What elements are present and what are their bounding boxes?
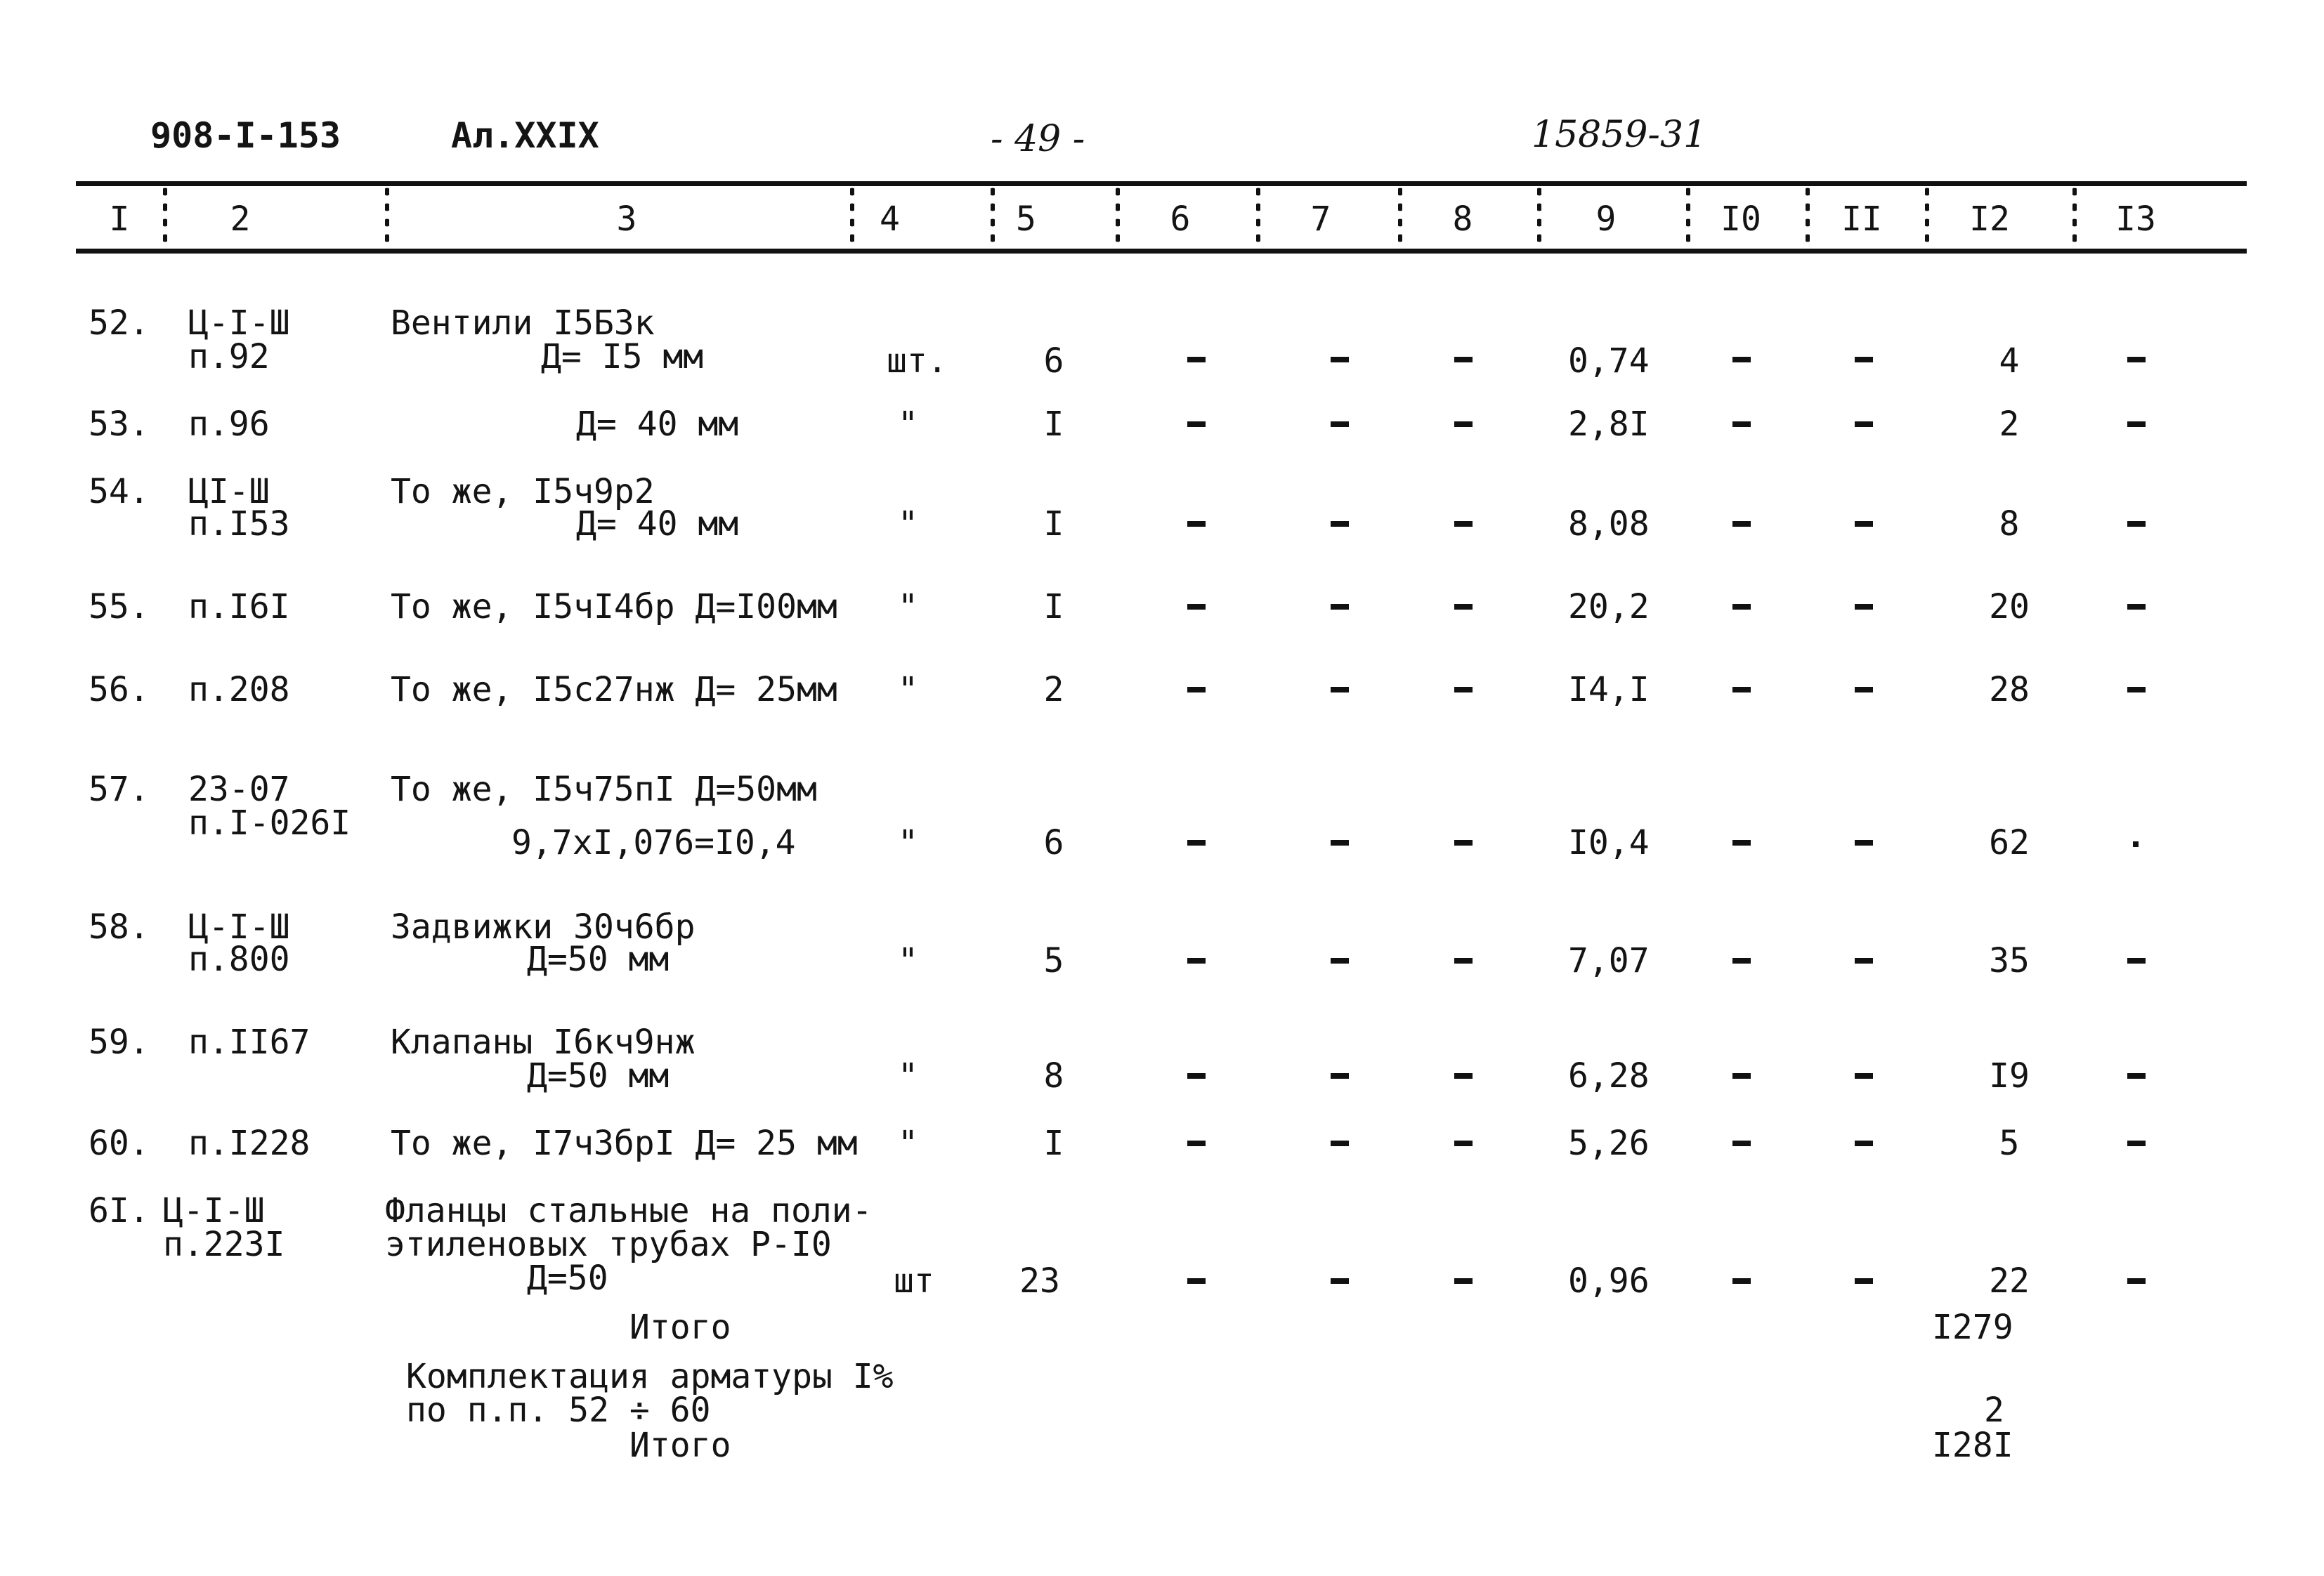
table-top-rule [76,181,2247,186]
column-header: I0 [1721,199,1761,239]
row-value-col9: 20,2 [1568,587,1650,626]
row-number: 55. [89,587,150,626]
empty-cell-dash [1331,357,1349,362]
empty-cell-dash [2127,521,2146,527]
row-value-col12: 2 [1999,405,2020,444]
empty-cell-dash [1454,1278,1473,1284]
empty-cell-dash [1331,958,1349,964]
column-header: 9 [1595,199,1617,239]
empty-cell-dash [1855,1073,1873,1079]
empty-cell-dash [1331,421,1349,427]
column-separator [850,184,854,251]
empty-cell-dash [1454,687,1473,692]
row-description: Д= 40 мм [576,504,739,544]
column-header: 6 [1170,199,1191,239]
row-reference: п.I6I [188,587,290,626]
empty-cell-dash [2127,604,2146,610]
row-reference: п.I53 [188,504,290,544]
empty-cell-dash [1187,687,1206,692]
column-header: I [109,199,130,239]
column-separator [991,184,995,251]
total-value: I279 [1932,1308,2013,1347]
row-value-col12: 5 [1999,1124,2020,1163]
row-quantity: 6 [1043,823,1064,862]
row-quantity: 2 [1043,670,1064,709]
page-number: - 49 - [991,118,1085,160]
empty-cell-dash [1454,958,1473,964]
row-unit: " [898,941,918,980]
column-separator [163,184,167,251]
empty-cell-dash [1187,421,1206,427]
row-unit: " [898,1056,918,1096]
row-quantity: I [1043,587,1064,626]
kit-line-2: по п.п. 52 ÷ 60 [406,1391,711,1430]
empty-cell-dash [1331,687,1349,692]
album-number: Ал.XXIX [451,115,599,156]
column-separator [1686,184,1690,251]
empty-cell-dash [1454,840,1473,846]
empty-cell-dash [1187,521,1206,527]
row-value-col9: 0,74 [1568,341,1650,381]
handwritten-number: 15859-31 [1532,114,1707,156]
kit-value: 2 [1984,1391,2004,1430]
row-number: 52. [89,303,150,343]
row-unit: " [898,1124,918,1163]
row-value-col12: 4 [1999,341,2020,381]
row-unit: " [898,670,918,709]
empty-cell-dash [2127,958,2146,964]
row-number: 56. [89,670,150,709]
empty-cell-dash [1855,604,1873,610]
column-header: 5 [1016,199,1036,239]
row-value-col9: 8,08 [1568,504,1650,544]
column-separator [1398,184,1402,251]
total-label: Итого [629,1308,731,1347]
empty-cell-dash [1732,958,1751,964]
row-quantity: 6 [1043,341,1064,381]
row-number: 60. [89,1124,150,1163]
row-value-col9: I4,I [1568,670,1650,709]
empty-cell-dash [1732,1141,1751,1146]
row-number: 57. [89,770,150,809]
row-unit: шт [894,1261,934,1301]
grand-total-label: Итого [629,1426,731,1465]
row-value-col12: 22 [1989,1261,2030,1301]
empty-cell-dash [1331,604,1349,610]
column-separator [2072,184,2077,251]
column-separator [1925,184,1929,251]
row-reference: Ц-I-Ш [188,303,290,343]
kit-line-1: Комплектация арматуры I% [406,1357,894,1396]
row-description: Д=50 мм [527,1056,670,1096]
column-separator [1806,184,1810,251]
row-reference: п.II67 [188,1023,311,1062]
row-description: Вентили I5Б3к [391,303,655,343]
row-number: 6I. [89,1191,150,1230]
row-unit: " [898,823,918,862]
empty-cell-dash [1855,421,1873,427]
empty-cell-dash [1855,1141,1873,1146]
row-description: Фланцы стальные на поли- [385,1191,873,1230]
row-value-col9: I0,4 [1568,823,1650,862]
row-number: 58. [89,907,150,947]
row-description: То же, I5с27нж Д= 25мм [391,670,837,709]
row-description: Д= 40 мм [576,405,739,444]
grand-total-value: I28I [1932,1426,2013,1465]
empty-cell-dash [1454,1073,1473,1079]
row-value-col12: 28 [1989,670,2030,709]
empty-cell-dash [1331,1278,1349,1284]
row-description: Задвижки 30ч6бр [391,907,696,947]
row-reference: Ц-I-Ш [188,907,290,947]
row-description: этиленовых трубах Р-I0 [385,1225,832,1264]
empty-cell-dash [1331,521,1349,527]
row-number: 59. [89,1023,150,1062]
row-description: То же, I5чI4бр Д=I00мм [391,587,837,626]
empty-cell-dash [1454,357,1473,362]
column-header: 3 [616,199,637,239]
empty-cell-dash [1187,1278,1206,1284]
row-quantity: I [1043,504,1064,544]
row-value-col12: 20 [1989,587,2030,626]
empty-cell-dash [1454,1141,1473,1146]
column-header: 4 [880,199,900,239]
row-value-col9: 5,26 [1568,1124,1650,1163]
row-unit: " [898,587,918,626]
column-separator [385,184,389,251]
empty-cell-dash [1454,521,1473,527]
column-header: 2 [230,199,251,239]
row-reference: 23-07 [188,770,290,809]
row-description: Клапаны I6кч9нж [391,1023,696,1062]
empty-cell-dash [1331,840,1349,846]
row-quantity: 5 [1043,941,1064,980]
empty-cell-dash [1732,840,1751,846]
row-number: 53. [89,405,150,444]
row-description: Д=50 [527,1259,608,1298]
empty-cell-dash [2127,357,2146,362]
row-value-col9: 7,07 [1568,941,1650,980]
row-value-col12: I9 [1989,1056,2030,1096]
row-reference: п.92 [188,337,270,376]
column-header: II [1841,199,1882,239]
empty-cell-dash [1732,1073,1751,1079]
column-header: I3 [2115,199,2156,239]
row-description: Д= I5 мм [541,337,704,376]
row-quantity: 8 [1043,1056,1064,1096]
empty-cell-dash [2133,841,2139,847]
row-unit: шт. [887,341,948,381]
empty-cell-dash [1187,958,1206,964]
empty-cell-dash [1187,840,1206,846]
empty-cell-dash [1732,687,1751,692]
row-quantity: I [1043,1124,1064,1163]
empty-cell-dash [1732,1278,1751,1284]
row-value-col12: 35 [1989,941,2030,980]
table-header-rule [76,249,2247,254]
column-header: 8 [1452,199,1473,239]
empty-cell-dash [1732,521,1751,527]
empty-cell-dash [1732,357,1751,362]
empty-cell-dash [1855,357,1873,362]
empty-cell-dash [1187,1073,1206,1079]
column-header: 7 [1310,199,1331,239]
row-reference: п.208 [188,670,290,709]
row-reference: ЦI-Ш [188,472,270,511]
column-separator [1256,184,1260,251]
row-reference: п.800 [188,940,290,979]
row-quantity: I [1043,405,1064,444]
row-value-col9: 2,8I [1568,405,1650,444]
row-number: 54. [89,472,150,511]
empty-cell-dash [1187,1141,1206,1146]
empty-cell-dash [1454,421,1473,427]
document-code: 908-I-153 [150,115,341,156]
row-description: То же, I7ч3брI Д= 25 мм [391,1124,858,1163]
empty-cell-dash [2127,1141,2146,1146]
empty-cell-dash [1187,357,1206,362]
empty-cell-dash [1855,840,1873,846]
empty-cell-dash [1855,687,1873,692]
row-reference: п.223I [163,1225,285,1264]
row-reference: Ц-I-Ш [163,1191,265,1230]
empty-cell-dash [2127,1073,2146,1079]
row-value-col9: 0,96 [1568,1261,1650,1301]
row-value-col12: 62 [1989,823,2030,862]
row-value-col9: 6,28 [1568,1056,1650,1096]
empty-cell-dash [1187,604,1206,610]
row-value-col12: 8 [1999,504,2020,544]
empty-cell-dash [1331,1073,1349,1079]
column-header: I2 [1969,199,2010,239]
empty-cell-dash [2127,1278,2146,1284]
row-description: То же, I5ч9р2 [391,472,655,511]
column-separator [1537,184,1541,251]
empty-cell-dash [1454,604,1473,610]
row-description: То же, I5ч75пI Д=50мм [391,770,817,809]
column-separator [1116,184,1120,251]
row-reference: п.96 [188,405,270,444]
row-quantity: 23 [1019,1261,1060,1301]
row-reference: п.I-026I [188,803,351,843]
empty-cell-dash [2127,421,2146,427]
row-reference: п.I228 [188,1124,311,1163]
row-unit: " [898,504,918,544]
empty-cell-dash [2127,687,2146,692]
empty-cell-dash [1855,1278,1873,1284]
empty-cell-dash [1855,521,1873,527]
empty-cell-dash [1732,604,1751,610]
row-description: 9,7xI,076=I0,4 [511,823,796,862]
empty-cell-dash [1331,1141,1349,1146]
empty-cell-dash [1732,421,1751,427]
empty-cell-dash [1855,958,1873,964]
row-description: Д=50 мм [527,940,670,979]
row-unit: " [898,405,918,444]
